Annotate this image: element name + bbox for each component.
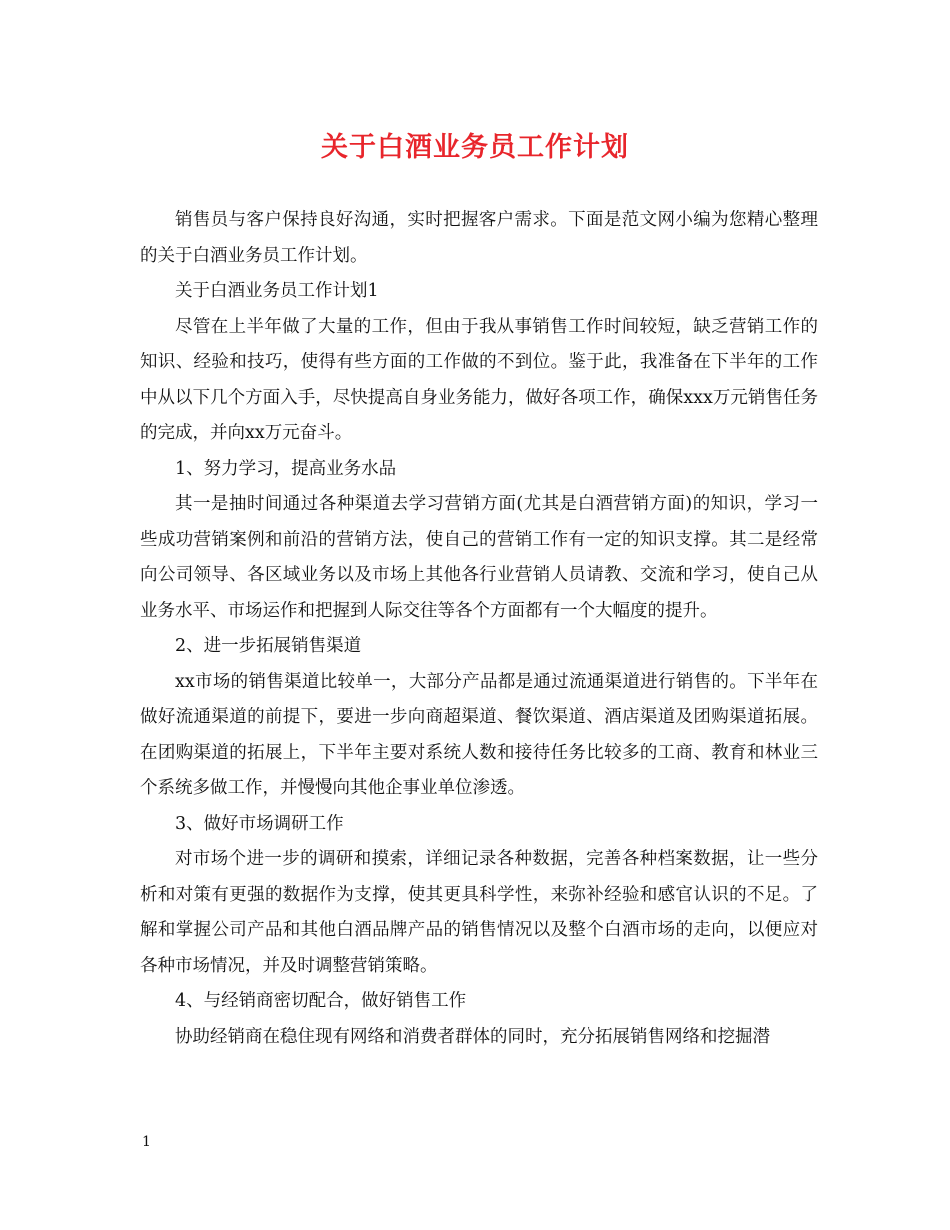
document-body bbox=[140, 203, 818, 1055]
intro-paragraph: 销售员与客户保持良好沟通，实时把握客户需求。下面是范文网小编为您精心整理的关于白酒业务员工作计划。 bbox=[140, 210, 818, 266]
body-paragraph: 协助经销商在稳住现有网络和消费者群体的同时，充分拓展销售网络和挖掘潜 bbox=[175, 1026, 770, 1047]
section-heading-3: 3、做好市场调研工作 bbox=[175, 813, 344, 834]
page-number: 1 bbox=[142, 1134, 151, 1150]
body-paragraph: 尽管在上半年做了大量的工作，但由于我从事销售工作时间较短，缺乏营销工作的知识、经验和技巧，使得有些方面的工作做的不到位。鉴于此，我准备在下半年的工作中从以下几个方面入手，尽快提高自身业务能力，做好各项工作，确保xxx万元销售任务的完成，并向xx万元奋斗。 bbox=[140, 316, 818, 443]
document-title: 关于白酒业务员工作计划 bbox=[321, 132, 629, 163]
body-paragraph: xx市场的销售渠道比较单一，大部分产品都是通过流通渠道进行销售的。下半年在做好流通渠道的前提下，要进一步向商超渠道、餐饮渠道、酒店渠道及团购渠道拓展。在团购渠道的拓展上，下半年主要对系统人数和接待任务比较多的工商、教育和林业三个系统多做工作，并慢慢向其他企事业单位渗透。 bbox=[140, 671, 818, 798]
body-paragraph: 对市场个进一步的调研和摸索，详细记录各种数据，完善各种档案数据，让一些分析和对策有更强的数据作为支撑，使其更具科学性，来弥补经验和感官认识的不足。了解和掌握公司产品和其他白酒品牌产品的销售情况以及整个白酒市场的走向，以便应对各种市场情况，并及时调整营销策略。 bbox=[140, 849, 818, 976]
plan-heading: 关于白酒业务员工作计划1 bbox=[175, 281, 379, 301]
section-heading-1: 1、努力学习，提高业务水品 bbox=[175, 458, 397, 479]
body-paragraph: 其一是抽时间通过各种渠道去学习营销方面(尤其是白酒营销方面)的知识，学习一些成功营销案例和前沿的营销方法，使自己的营销工作有一定的知识支撑。其二是经常向公司领导、各区域业务以及市场上其他各行业营销人员请教、交流和学习，使自己从业务水平、市场运作和把握到人际交往等各个方面都有一个大幅度的提升。 bbox=[140, 494, 818, 621]
section-heading-4: 4、与经销商密切配合，做好销售工作 bbox=[175, 991, 467, 1011]
section-heading-2: 2、进一步拓展销售渠道 bbox=[175, 636, 362, 656]
